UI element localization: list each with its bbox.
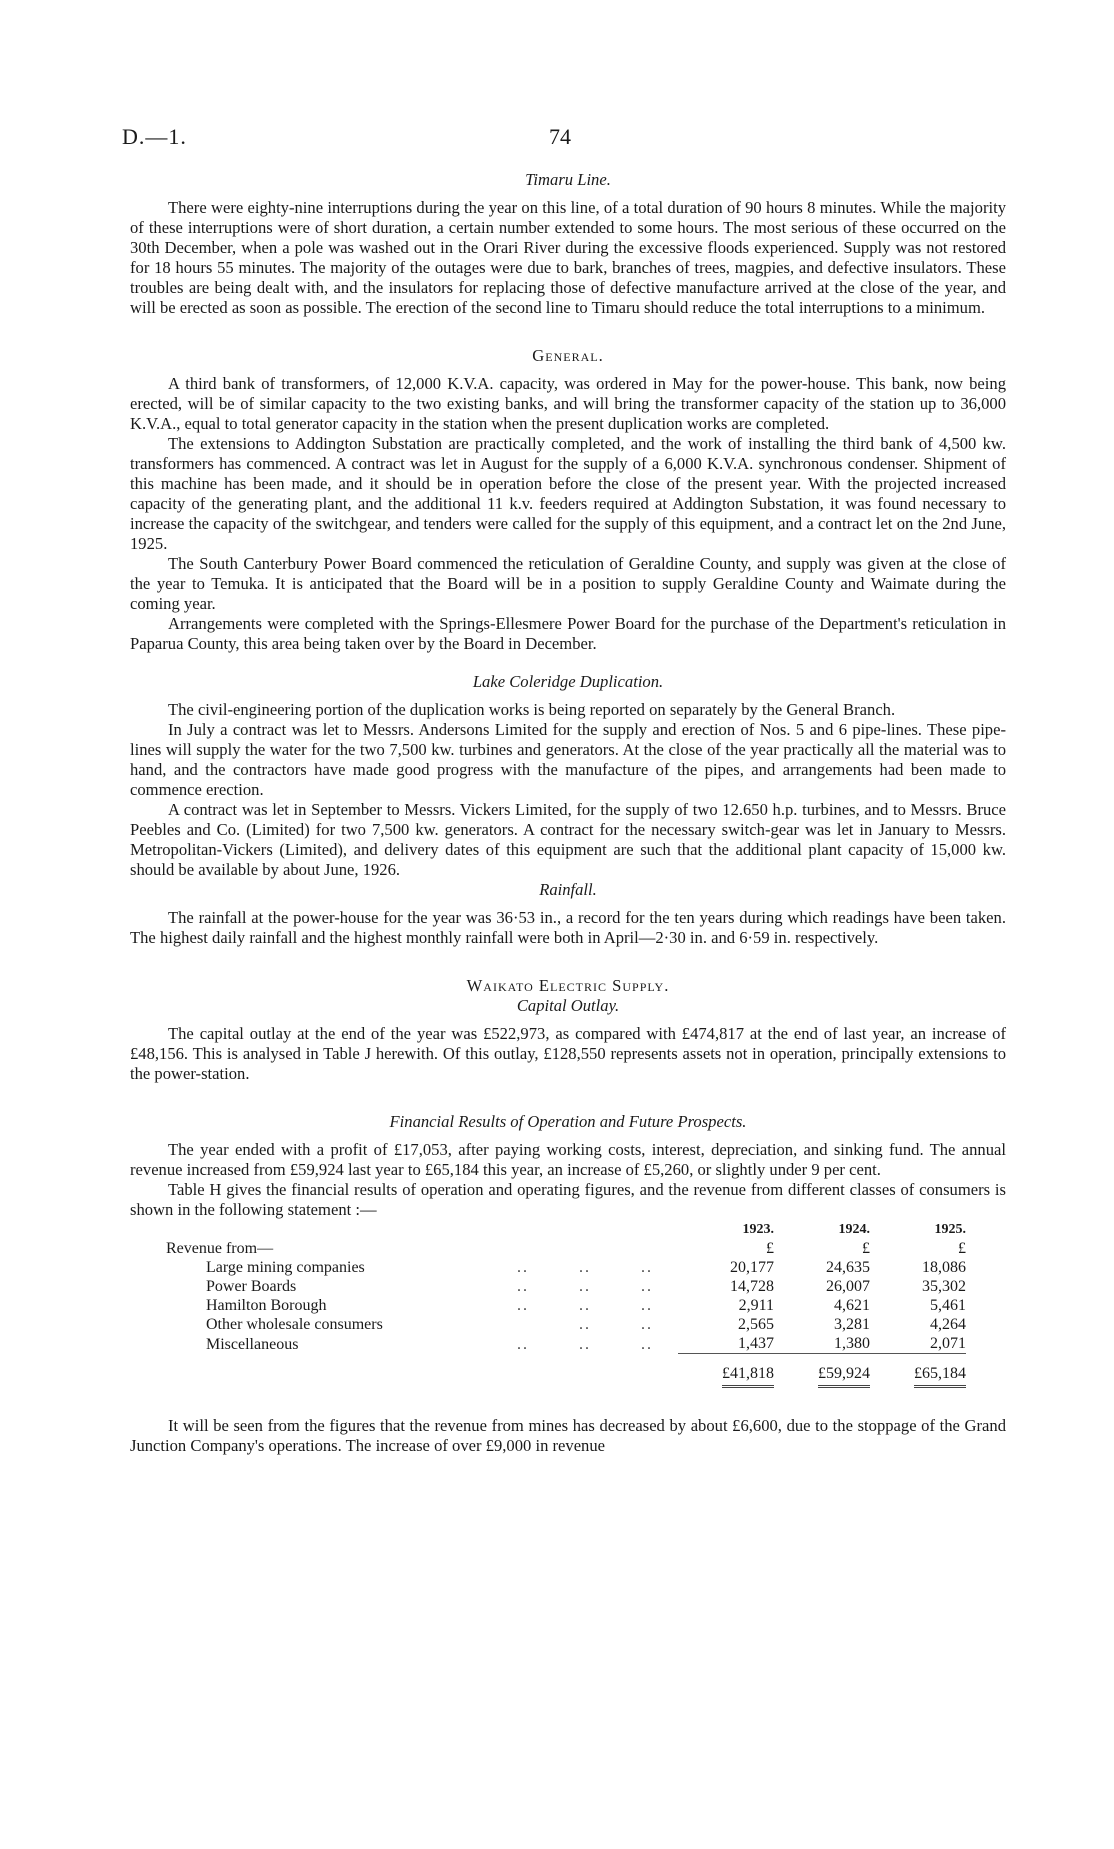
- row-label: Other wholesale consumers: [206, 1316, 383, 1333]
- page-body: [130, 170, 1006, 1456]
- total-1925: £65,184: [914, 1364, 966, 1388]
- heading-lake-coleridge: Lake Coleridge Duplication.: [472, 672, 664, 691]
- cell-value: 1,437: [738, 1335, 774, 1352]
- column-header-1924: 1924.: [838, 1222, 870, 1237]
- paragraph-closing: It will be seen from the figures that the revenue from mines has decreased by about £6,600, due to the stoppage of the Grand Junction Company's operations. The increase of over £9,000 in revenue: [130, 1416, 1006, 1455]
- page-header: [122, 124, 992, 154]
- cell-value: 1,380: [834, 1335, 870, 1352]
- heading-financial-results: Financial Results of Operation and Future Prospects.: [389, 1112, 747, 1131]
- unit-label-1924: £: [862, 1240, 870, 1257]
- paragraph-lake-coleridge-2: In July a contract was let to Messrs. Andersons Limited for the supply and erection of Nos. 5 and 6 pipe-lines. These pipe-lines will supply the water for the two 7,500 kw. turbines and generators. At the close of the year practically all the material was to hand, and the contractors have made good progress with the manufacture of the pipes, and arrangements had been made to commence erection.: [130, 720, 1006, 799]
- total-1923: £41,818: [722, 1364, 774, 1388]
- paragraph-rainfall-1: The rainfall at the power-house for the year was 36·53 in., a record for the ten years during which readings have been taken. The highest daily rainfall and the highest monthly rainfall were both in April—2·30 in. and 6·59 in. respectively.: [130, 908, 1006, 947]
- cell-value: 5,461: [930, 1297, 966, 1314]
- subheading-capital-outlay: Capital Outlay.: [516, 996, 620, 1015]
- heading-waikato: Waikato Electric Supply.: [466, 976, 670, 995]
- row-label: Large mining companies: [206, 1259, 365, 1276]
- cell-value: 4,264: [930, 1316, 966, 1333]
- heading-general: General.: [532, 346, 604, 365]
- total-1924: £59,924: [818, 1364, 870, 1388]
- paragraph-lake-coleridge-1: The civil-engineering portion of the duplication works is being reported on separately by the General Branch.: [168, 700, 896, 719]
- revenue-table: [166, 1220, 966, 1388]
- table-total-row: [166, 1354, 966, 1389]
- paragraph-financial-2: Table H gives the financial results of operation and operating figures, and the revenue from different classes of consumers is shown in the following statement :—: [130, 1180, 1006, 1219]
- table-row: Other wholesale consumers .. .. 2,565 3,281 4,264: [166, 1315, 966, 1334]
- cell-value: 24,635: [826, 1259, 870, 1276]
- column-header-1925: 1925.: [934, 1222, 966, 1237]
- table-row: Large mining companies .. .. .. 20,177 24,635 18,086: [166, 1258, 966, 1277]
- table-caption: Revenue from—: [166, 1240, 274, 1257]
- table-caption-row: [166, 1239, 966, 1258]
- cell-value: 20,177: [730, 1259, 774, 1276]
- page-number: 74: [549, 124, 571, 149]
- unit-label-1923: £: [766, 1240, 774, 1257]
- table-row: Power Boards .. .. .. 14,728 26,007 35,302: [166, 1277, 966, 1296]
- paragraph-general-2: The extensions to Addington Substation are practically completed, and the work of installing the third bank of 4,500 kw. transformers has commenced. A contract was let in August for the supply of a 6,000 K.V.A. synchronous condenser. Shipment of this machine has been made, and it should be in operation before the close of the present year. With the projected increased capacity of the generating plant, and the additional 11 k.v. feeders required at Addington Substation, it was found necessary to increase the capacity of the switchgear, and tenders were called for the supply of this equipment, and a contract let on the 2nd June, 1925.: [130, 434, 1006, 553]
- cell-value: 4,621: [834, 1297, 870, 1314]
- row-label: Hamilton Borough: [206, 1297, 327, 1314]
- paragraph-general-4: Arrangements were completed with the Springs-Ellesmere Power Board for the purchase of the Department's reticulation in Paparua County, this area being taken over by the Board in December.: [130, 614, 1006, 653]
- cell-value: 14,728: [730, 1278, 774, 1295]
- table-row: Hamilton Borough .. .. .. 2,911 4,621 5,461: [166, 1296, 966, 1315]
- paragraph-financial-1: The year ended with a profit of £17,053, after paying working costs, interest, depreciation, and sinking fund. The annual revenue increased from £59,924 last year to £65,184 this year, an increase of £5,260, or slightly under 9 per cent.: [130, 1140, 1006, 1179]
- paragraph-general-3: The South Canterbury Power Board commenced the reticulation of Geraldine County, and supply was given at the close of the year to Temuka. It is anticipated that the Board will be in a position to supply Geraldine County and Waimate during the coming year.: [130, 554, 1006, 613]
- cell-value: 18,086: [922, 1259, 966, 1276]
- cell-value: 3,281: [834, 1316, 870, 1333]
- heading-rainfall: Rainfall.: [539, 880, 597, 899]
- unit-label-1925: £: [958, 1240, 966, 1257]
- heading-timaru-line: Timaru Line.: [525, 170, 611, 189]
- cell-value: 2,911: [738, 1297, 774, 1314]
- cell-value: 2,071: [930, 1335, 966, 1352]
- document-reference: D.—1.: [122, 124, 187, 149]
- paragraph-capital-outlay-1: The capital outlay at the end of the year was £522,973, as compared with £474,817 at the end of last year, an increase of £48,156. This is analysed in Table J herewith. Of this outlay, £128,550 represents assets not in operation, principally extensions to the power-station.: [130, 1024, 1006, 1083]
- paragraph-general-1: A third bank of transformers, of 12,000 K.V.A. capacity, was ordered in May for the power-house. This bank, now being erected, will be of similar capacity to the two existing banks, and will bring the transformer capacity of the station up to 36,000 K.V.A., equal to total generator capacity in the station when the present duplication works are completed.: [130, 374, 1006, 433]
- paragraph-timaru-1: There were eighty-nine interruptions during the year on this line, of a total duration of 90 hours 8 minutes. While the majority of these interruptions were of short duration, a certain number extended to some hours. The most serious of these occurred on the 30th December, when a pole was washed out in the Orari River during the excessive floods experienced. Supply was not restored for 18 hours 55 minutes. The majority of the outages were due to bark, branches of trees, magpies, and defective insulators. These troubles are being dealt with, and the insulators for replacing those of defective manufacture arrived at the close of the year, and will be erected as soon as possible. The erection of the second line to Timaru should reduce the total interruptions to a minimum.: [130, 198, 1006, 317]
- row-label: Power Boards: [206, 1278, 297, 1295]
- column-header-1923: 1923.: [742, 1222, 774, 1237]
- row-label: Miscellaneous: [206, 1335, 299, 1353]
- paragraph-lake-coleridge-3: A contract was let in September to Messrs. Vickers Limited, for the supply of two 12.650 h.p. turbines, and to Messrs. Bruce Peebles and Co. (Limited) for two 7,500 kw. generators. A contract for the necessary switch-gear was let in January to Messrs. Metropolitan-Vickers (Limited), and delivery dates of this equipment are such that the additional plant capacity of 15,000 kw. should be available by about June, 1926.: [130, 800, 1006, 879]
- cell-value: 35,302: [922, 1278, 966, 1295]
- cell-value: 2,565: [738, 1316, 774, 1333]
- table-header-row: [166, 1220, 966, 1239]
- cell-value: 26,007: [826, 1278, 870, 1295]
- table-row: Miscellaneous .. .. .. 1,437 1,380 2,071: [166, 1334, 966, 1354]
